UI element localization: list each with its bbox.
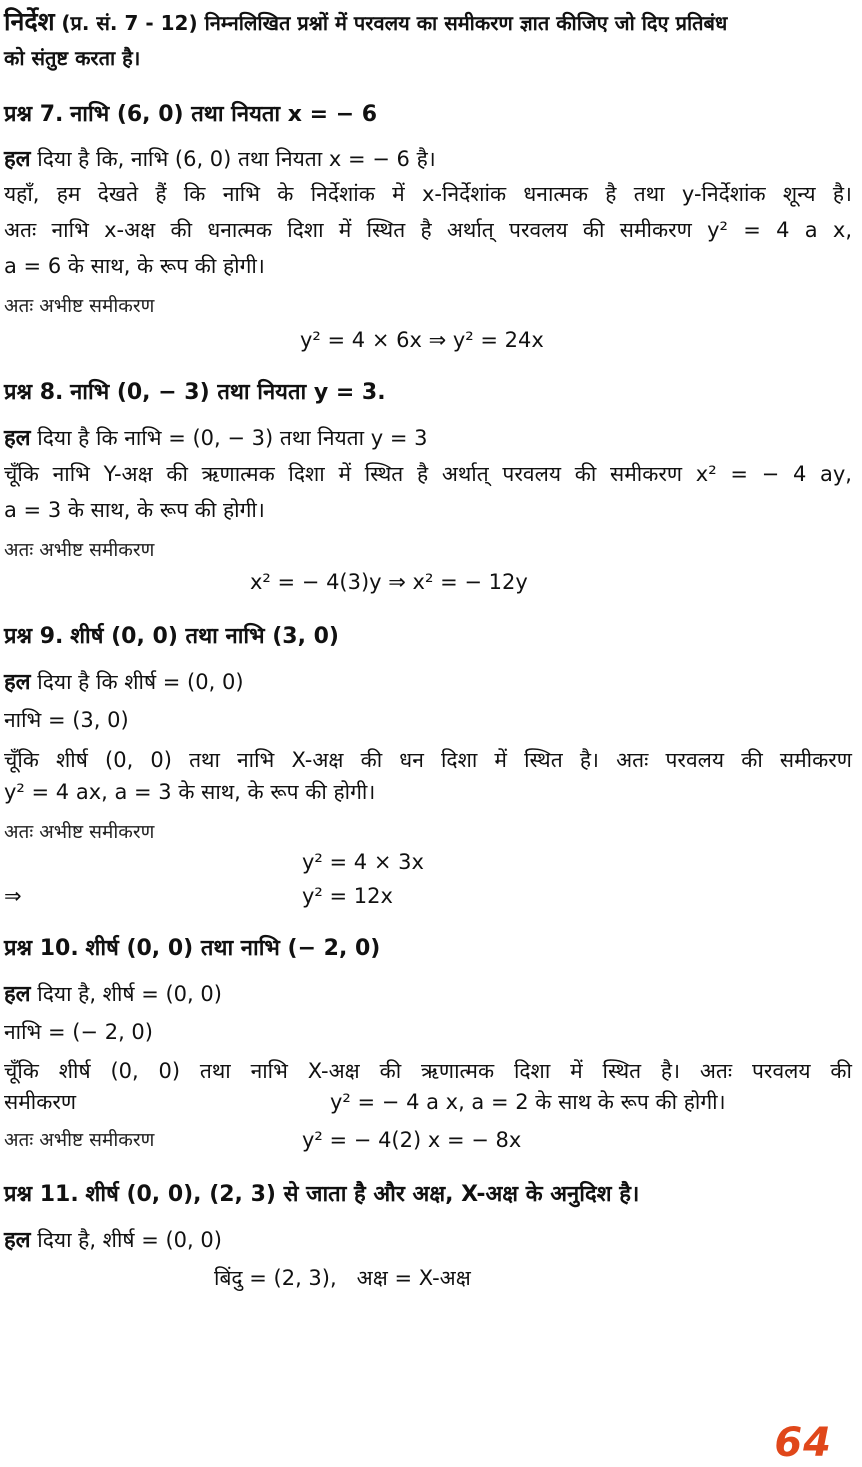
q11-question: शीर्ष (0, 0), (2, 3) से जाता है और अक्ष, X-अक्ष के अनुदिश है। [85,1182,640,1207]
q8-heading [4,378,386,407]
q10-sol-label: हल [4,982,31,1007]
q8-l3: a = 3 के साथ, के रूप की होगी। [4,498,265,522]
q9-sol-line-1 [4,668,244,697]
q10-l5b: y² = − 4(2) x = − 8x [302,1128,522,1152]
q7-l2: यहाँ, हम देखते हैं कि नाभि के निर्देशांक में x-निर्देशांक धनात्मक है तथा y-निर्देशांक शून्य है। [4,182,852,206]
q10-l1: दिया है, शीर्ष = (0, 0) [37,982,222,1006]
q7-heading [4,100,377,129]
q11-label: प्रश्न 11. [4,1182,79,1207]
q9-l5: अतः अभीष्ट समीकरण [4,821,155,843]
q7-sol-line-1 [4,145,436,174]
q8-equation: x² = − 4(3)y ⇒ x² = − 12y [250,570,528,594]
q9-l1: दिया है कि शीर्ष = (0, 0) [37,670,244,694]
q9-label: प्रश्न 9. [4,624,64,649]
q10-sol-line-1 [4,980,222,1009]
q11-sol-line-1 [4,1226,222,1255]
q7-l1: दिया है कि, नाभि (6, 0) तथा नियता x = − 6 है। [37,147,436,171]
directive-text: (प्र. सं. 7 - 12) निम्नलिखित प्रश्नों में परवलय का समीकरण ज्ञात कीजिए जो दिए प्रतिबंध [61,11,728,35]
directive-line [4,8,727,37]
q9-question: शीर्ष (0, 0) तथा नाभि (3, 0) [70,624,339,649]
q10-l5a: अतः अभीष्ट समीकरण [4,1129,155,1151]
q10-heading [4,934,380,963]
q7-equation: y² = 4 × 6x ⇒ y² = 24x [300,328,544,352]
q8-l1: दिया है कि नाभि = (0, − 3) तथा नियता y = 3 [37,426,428,450]
q8-sol-line-1 [4,424,428,453]
q8-label: प्रश्न 8. [4,380,64,405]
q7-label: प्रश्न 7. [4,102,64,127]
q10-l4a: समीकरण [4,1090,77,1114]
q10-question: शीर्ष (0, 0) तथा नाभि (− 2, 0) [85,936,381,961]
page-number: 64 [774,1420,832,1466]
q7-l4: a = 6 के साथ, के रूप की होगी। [4,254,265,278]
q8-sol-label: हल [4,426,31,451]
q10-l3: चूँकि शीर्ष (0, 0) तथा नाभि X-अक्ष की ऋणात्मक दिशा में स्थित है। अतः परवलय की [4,1059,852,1083]
q9-l2: नाभि = (3, 0) [4,708,129,732]
q9-heading [4,622,339,651]
q9-sol-label: हल [4,670,31,695]
q10-l4b: y² = − 4 a x, a = 2 के साथ के रूप की होगी। [330,1090,726,1114]
directive-label: निर्देश [4,7,55,36]
q10-l2: नाभि = (− 2, 0) [4,1020,153,1044]
q10-label: प्रश्न 10. [4,936,79,961]
q7-sol-label: हल [4,147,31,172]
q8-l4: अतः अभीष्ट समीकरण [4,539,155,561]
q11-sol-label: हल [4,1228,31,1253]
q8-question: नाभि (0, − 3) तथा नियता y = 3. [70,380,386,405]
q7-l5: अतः अभीष्ट समीकरण [4,295,155,317]
q11-l1: दिया है, शीर्ष = (0, 0) [37,1228,222,1252]
q7-question: नाभि (6, 0) तथा नियता x = − 6 [70,102,378,127]
q9-l3: चूँकि शीर्ष (0, 0) तथा नाभि X-अक्ष की धन दिशा में स्थित है। अतः परवलय की समीकरण [4,748,852,772]
q9-eq2: y² = 12x [302,884,393,908]
directive-text-2: को संतुष्ट करता है। [4,46,141,70]
q9-l4: y² = 4 ax, a = 3 के साथ, के रूप की होगी। [4,780,376,804]
q11-heading [4,1180,639,1209]
q8-l2: चूँकि नाभि Y-अक्ष की ऋणात्मक दिशा में स्थित है अर्थात् परवलय की समीकरण x² = − 4 ay, [4,462,852,486]
q9-arrow: ⇒ [4,884,22,908]
q9-eq1: y² = 4 × 3x [302,850,424,874]
q11-l2: बिंदु = (2, 3), अक्ष = X-अक्ष [214,1266,471,1290]
q7-l3: अतः नाभि x-अक्ष की धनात्मक दिशा में स्थित है अर्थात् परवलय की समीकरण y² = 4 a x, [4,218,852,242]
